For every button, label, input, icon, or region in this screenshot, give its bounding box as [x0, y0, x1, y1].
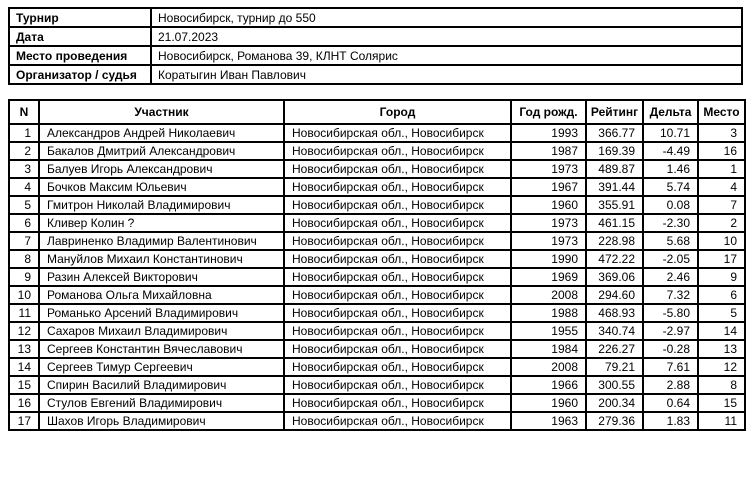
info-label: Организатор / судья [9, 65, 151, 84]
delta: 2.88 [643, 376, 698, 394]
delta: 10.71 [643, 124, 698, 142]
table-row [9, 394, 745, 412]
rating: 369.06 [586, 268, 643, 286]
place: 9 [698, 268, 745, 286]
col-header-place: Место [698, 100, 745, 124]
place: 17 [698, 250, 745, 268]
participant-city: Новосибирская обл., Новосибирск [284, 268, 511, 286]
birth-year: 1969 [511, 268, 586, 286]
row-number: 5 [9, 196, 39, 214]
participant-city: Новосибирская обл., Новосибирск [284, 286, 511, 304]
participant-name: Спирин Василий Владимирович [39, 376, 284, 394]
birth-year: 1973 [511, 214, 586, 232]
participant-city: Новосибирская обл., Новосибирск [284, 340, 511, 358]
table-row [9, 412, 745, 430]
delta: 7.32 [643, 286, 698, 304]
rating: 228.98 [586, 232, 643, 250]
birth-year: 1973 [511, 232, 586, 250]
row-number: 11 [9, 304, 39, 322]
rating: 169.39 [586, 142, 643, 160]
place: 6 [698, 286, 745, 304]
results-table [8, 99, 746, 431]
table-row [9, 250, 745, 268]
rating: 340.74 [586, 322, 643, 340]
participant-name: Романова Ольга Михайловна [39, 286, 284, 304]
row-number: 1 [9, 124, 39, 142]
delta: -5.80 [643, 304, 698, 322]
row-number: 15 [9, 376, 39, 394]
participant-name: Кливер Колин ? [39, 214, 284, 232]
rating: 366.77 [586, 124, 643, 142]
place: 5 [698, 304, 745, 322]
info-row [9, 27, 742, 46]
info-label: Турнир [9, 8, 151, 27]
birth-year: 2008 [511, 286, 586, 304]
table-row [9, 340, 745, 358]
row-number: 10 [9, 286, 39, 304]
participant-city: Новосибирская обл., Новосибирск [284, 232, 511, 250]
info-label: Дата [9, 27, 151, 46]
place: 8 [698, 376, 745, 394]
participant-city: Новосибирская обл., Новосибирск [284, 376, 511, 394]
row-number: 16 [9, 394, 39, 412]
rating: 391.44 [586, 178, 643, 196]
place: 10 [698, 232, 745, 250]
info-value: Новосибирск, турнир до 550 [151, 8, 742, 27]
results-table-head [9, 100, 745, 124]
participant-name: Лавриненко Владимир Валентинович [39, 232, 284, 250]
col-header-delta: Дельта [643, 100, 698, 124]
table-row [9, 232, 745, 250]
table-row [9, 178, 745, 196]
delta: -4.49 [643, 142, 698, 160]
participant-city: Новосибирская обл., Новосибирск [284, 124, 511, 142]
table-row [9, 196, 745, 214]
place: 14 [698, 322, 745, 340]
info-row [9, 8, 742, 27]
place: 3 [698, 124, 745, 142]
rating: 226.27 [586, 340, 643, 358]
place: 1 [698, 160, 745, 178]
table-row [9, 214, 745, 232]
info-value: 21.07.2023 [151, 27, 742, 46]
results-header-row [9, 100, 745, 124]
participant-city: Новосибирская обл., Новосибирск [284, 394, 511, 412]
row-number: 14 [9, 358, 39, 376]
info-row [9, 46, 742, 65]
participant-city: Новосибирская обл., Новосибирск [284, 322, 511, 340]
place: 15 [698, 394, 745, 412]
rating: 489.87 [586, 160, 643, 178]
participant-name: Разин Алексей Викторович [39, 268, 284, 286]
participant-city: Новосибирская обл., Новосибирск [284, 304, 511, 322]
rating: 300.55 [586, 376, 643, 394]
birth-year: 1973 [511, 160, 586, 178]
delta: 7.61 [643, 358, 698, 376]
row-number: 3 [9, 160, 39, 178]
info-value: Коратыгин Иван Павлович [151, 65, 742, 84]
participant-name: Бочков Максим Юльевич [39, 178, 284, 196]
birth-year: 1960 [511, 196, 586, 214]
participant-name: Сахаров Михаил Владимирович [39, 322, 284, 340]
participant-city: Новосибирская обл., Новосибирск [284, 214, 511, 232]
birth-year: 1960 [511, 394, 586, 412]
participant-name: Балуев Игорь Александрович [39, 160, 284, 178]
birth-year: 1966 [511, 376, 586, 394]
delta: 5.68 [643, 232, 698, 250]
place: 4 [698, 178, 745, 196]
row-number: 12 [9, 322, 39, 340]
table-row [9, 322, 745, 340]
table-row [9, 304, 745, 322]
col-header-participant: Участник [39, 100, 284, 124]
birth-year: 1967 [511, 178, 586, 196]
rating: 79.21 [586, 358, 643, 376]
place: 16 [698, 142, 745, 160]
birth-year: 1987 [511, 142, 586, 160]
row-number: 4 [9, 178, 39, 196]
participant-city: Новосибирская обл., Новосибирск [284, 142, 511, 160]
place: 7 [698, 196, 745, 214]
participant-city: Новосибирская обл., Новосибирск [284, 412, 511, 430]
delta: -2.05 [643, 250, 698, 268]
table-row [9, 358, 745, 376]
table-row [9, 376, 745, 394]
delta: -0.28 [643, 340, 698, 358]
table-row [9, 160, 745, 178]
info-value: Новосибирск, Романова 39, КЛНТ Солярис [151, 46, 742, 65]
col-header-rating: Рейтинг [586, 100, 643, 124]
place: 13 [698, 340, 745, 358]
birth-year: 2008 [511, 358, 586, 376]
birth-year: 1984 [511, 340, 586, 358]
birth-year: 1990 [511, 250, 586, 268]
table-row [9, 286, 745, 304]
participant-city: Новосибирская обл., Новосибирск [284, 160, 511, 178]
rating: 294.60 [586, 286, 643, 304]
participant-city: Новосибирская обл., Новосибирск [284, 178, 511, 196]
birth-year: 1993 [511, 124, 586, 142]
birth-year: 1963 [511, 412, 586, 430]
participant-name: Стулов Евгений Владимирович [39, 394, 284, 412]
delta: 5.74 [643, 178, 698, 196]
row-number: 6 [9, 214, 39, 232]
rating: 468.93 [586, 304, 643, 322]
participant-name: Романько Арсений Владимирович [39, 304, 284, 322]
birth-year: 1988 [511, 304, 586, 322]
info-row [9, 65, 742, 84]
participant-name: Александров Андрей Николаевич [39, 124, 284, 142]
delta: -2.30 [643, 214, 698, 232]
info-label: Место проведения [9, 46, 151, 65]
tournament-info-body [9, 8, 742, 84]
table-row [9, 124, 745, 142]
place: 11 [698, 412, 745, 430]
participant-city: Новосибирская обл., Новосибирск [284, 250, 511, 268]
delta: -2.97 [643, 322, 698, 340]
rating: 200.34 [586, 394, 643, 412]
participant-city: Новосибирская обл., Новосибирск [284, 196, 511, 214]
participant-name: Сергеев Константин Вячеславович [39, 340, 284, 358]
participant-name: Сергеев Тимур Сергеевич [39, 358, 284, 376]
rating: 472.22 [586, 250, 643, 268]
delta: 1.46 [643, 160, 698, 178]
table-row [9, 142, 745, 160]
participant-name: Шахов Игорь Владимирович [39, 412, 284, 430]
row-number: 7 [9, 232, 39, 250]
delta: 2.46 [643, 268, 698, 286]
delta: 0.08 [643, 196, 698, 214]
row-number: 2 [9, 142, 39, 160]
participant-name: Бакалов Дмитрий Александрович [39, 142, 284, 160]
col-header-city: Город [284, 100, 511, 124]
delta: 0.64 [643, 394, 698, 412]
tournament-info-table [8, 7, 743, 85]
row-number: 13 [9, 340, 39, 358]
delta: 1.83 [643, 412, 698, 430]
place: 2 [698, 214, 745, 232]
results-table-body [9, 124, 745, 430]
rating: 461.15 [586, 214, 643, 232]
rating: 355.91 [586, 196, 643, 214]
row-number: 8 [9, 250, 39, 268]
col-header-n: N [9, 100, 39, 124]
row-number: 9 [9, 268, 39, 286]
participant-name: Мануйлов Михаил Константинович [39, 250, 284, 268]
participant-city: Новосибирская обл., Новосибирск [284, 358, 511, 376]
birth-year: 1955 [511, 322, 586, 340]
row-number: 17 [9, 412, 39, 430]
place: 12 [698, 358, 745, 376]
participant-name: Гмитрон Николай Владимирович [39, 196, 284, 214]
col-header-birth-year: Год рожд. [511, 100, 586, 124]
table-row [9, 268, 745, 286]
rating: 279.36 [586, 412, 643, 430]
